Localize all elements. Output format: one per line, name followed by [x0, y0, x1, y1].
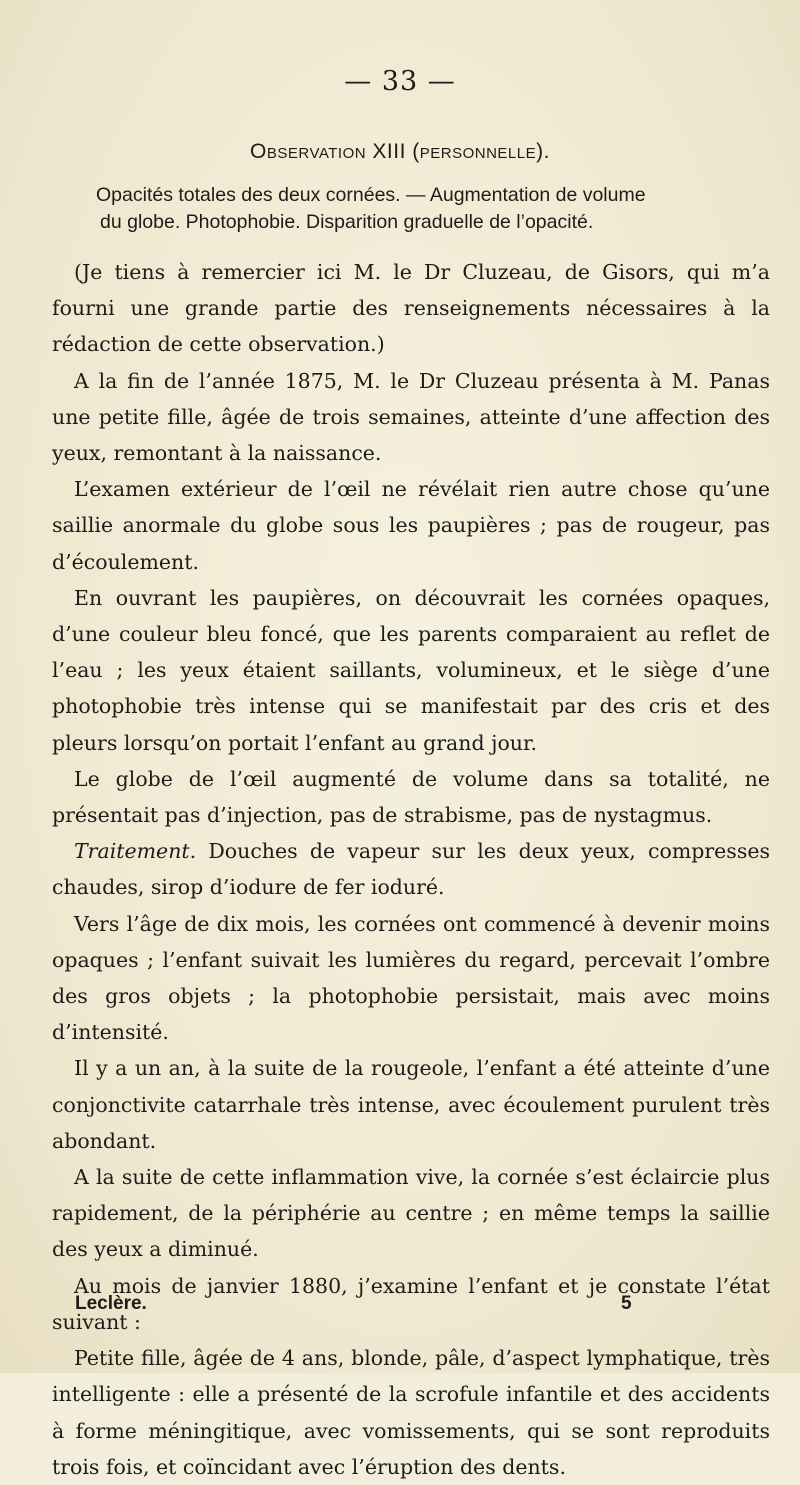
paragraph-measles: Il y a un an, à la suite de la rougeole, l’enfant a été atteinte d’une conjonctivite catarrhale très intense, avec écoulement purulent très abondant. [52, 1056, 770, 1153]
summary-line-2: du globe. Photophobie. Disparition graduelle de l’opacité. [100, 211, 594, 233]
treatment-lead: Traitement. [74, 839, 197, 864]
paragraph-external-exam: L’examen extérieur de l’œil ne révélait rien autre chose qu’une saillie anormale du globe sous les paupières ; pas de rougeur, pas d’écoulement. [52, 477, 770, 574]
footer-signature: Leclère. [75, 1293, 147, 1314]
summary-line-1: Opacités totales des deux cornées. — Augmentation de volume [96, 184, 646, 206]
page-number: — 33 — [344, 66, 456, 97]
paragraph-patient-description: Petite fille, âgée de 4 ans, blonde, pâle, d’aspect lymphatique, très intelligente : elle a présenté de la scrofule infantile et des accidents à forme méningitique, avec vomissements, qui se sont reproduits trois fois, et coïncidant avec l’éruption des dents. [52, 1346, 770, 1479]
body-text [52, 254, 770, 1485]
observation-summary [72, 182, 772, 236]
paragraph-inflammation: A la suite de cette inflammation vive, la cornée s’est éclaircie plus rapidement, de la périphérie au centre ; en même temps la saillie des yeux a diminué. [52, 1165, 770, 1262]
paragraph-treatment [52, 833, 770, 905]
paragraph-ten-months: Vers l’âge de dix mois, les cornées ont commencé à devenir moins opaques ; l’enfant suivait les lumières du regard, percevait l’ombre des gros objets ; la photophobie persistait, mais avec moins d’intensité. [52, 911, 770, 1045]
paragraph-january-1880: Au mois de janvier 1880, j’examine l’enfant et je constate l’état suivant : [52, 1273, 770, 1334]
paragraph-eyelids: En ouvrant les paupières, on découvrait les cornées opaques, d’une couleur bleu foncé, que les parents comparaient au reflet de l’eau ; les yeux étaient saillants, volumineux, et le siège d’une photophobie très intense qui se manifestait par des cris et des pleurs lorsqu’on portait l’enfant au grand jour. [52, 585, 770, 755]
treatment-text: Douches de vapeur sur les deux yeux, compresses chaudes, sirop d’iodure de fer ioduré. [52, 839, 770, 900]
paragraph-acknowledgement: (Je tiens à remercier ici M. le Dr Cluzeau, de Gisors, qui m’a fourni une grande partie des renseignements nécessaires à la rédaction de cette observation.) [52, 260, 770, 357]
paragraph-globe: Le globe de l’œil augmenté de volume dans sa totalité, ne présentait pas d’injection, pas de strabisme, pas de nystagmus. [52, 766, 770, 828]
observation-title: Observation XIII (personnelle). [250, 140, 550, 163]
footer-sheet-number: 5 [621, 1293, 632, 1314]
paragraph-presentation: A la fin de l’année 1875, M. le Dr Cluzeau présenta à M. Panas une petite fille, âgée de trois semaines, atteinte d’une affection des yeux, remontant à la naissance. [52, 368, 770, 466]
